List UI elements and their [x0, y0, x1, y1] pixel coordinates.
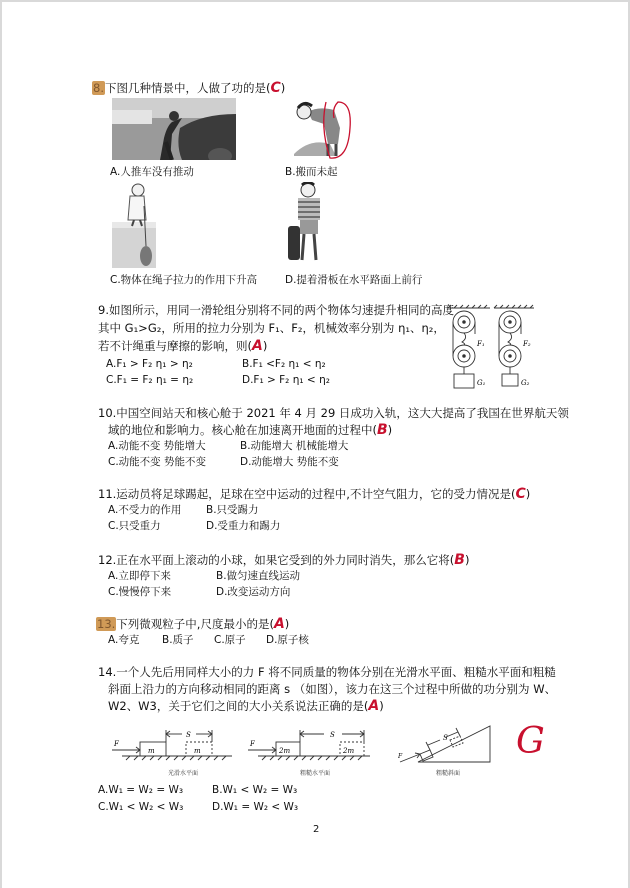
q14-option-a: A.W₁ = W₂ = W₃	[98, 784, 184, 796]
handwritten-answer: A	[368, 698, 380, 714]
lifting-figure-drawing	[290, 98, 356, 160]
svg-text:F₂: F₂	[523, 340, 531, 348]
q10-option-b: B.动能增大 机械能增大	[240, 440, 349, 452]
q9-option-a: A.F₁ > F₂ η₁ > η₂	[106, 358, 193, 370]
question-9-line-2: 其中 G₁>G₂，所用的拉力分别为 F₁、F₂，机械效率分别为 η₁、η₂，	[98, 321, 445, 335]
q9-option-c: C.F₁ = F₂ η₁ = η₂	[106, 374, 194, 386]
handwritten-answer: B	[454, 552, 465, 568]
question-12-stem: 12.正在水平面上滚动的小球，如果它受到的外力同时消失，那么它将(B)	[98, 552, 470, 568]
caption-smooth-surface: 光滑水平面	[168, 770, 199, 777]
question-14-line-1: 14.一个人先后用同样大小的力 F 将不同质量的物体分别在光滑水平面、粗糙水平面和粗糙	[98, 665, 556, 679]
q13-option-c: C.原子	[214, 634, 246, 646]
q14-option-b: B.W₁ < W₂ = W₃	[212, 784, 298, 796]
svg-text:G₂: G₂	[521, 379, 530, 387]
q8-option-a: A.人推车没有推动	[110, 166, 194, 178]
q8-option-b: B.搬而未起	[285, 166, 338, 178]
q11-option-c: C.只受重力	[108, 520, 161, 532]
q8-option-c: C.物体在绳子拉力的作用下升高	[110, 274, 258, 286]
svg-text:m: m	[148, 747, 155, 755]
q11-option-a: A.不受力的作用	[108, 504, 182, 516]
q10-option-a: A.动能不变 势能增大	[108, 440, 206, 452]
rough-surface-diagram	[248, 728, 372, 770]
q10-option-c: C.动能不变 势能不变	[108, 456, 207, 468]
q11-option-b: B.只受踢力	[206, 504, 259, 516]
document-page	[2, 2, 628, 888]
svg-text:G₁: G₁	[477, 379, 486, 387]
q12-option-d: D.改变运动方向	[216, 586, 291, 598]
q12-option-b: B.做匀速直线运动	[216, 570, 301, 582]
question-11-stem: 11.运动员将足球踢起，足球在空中运动的过程中,不计空气阻力，它的受力情况是(C)	[98, 486, 531, 502]
handwritten-answer: A	[252, 338, 263, 354]
q9-option-b: B.F₁ <F₂ η₁ < η₂	[242, 358, 326, 370]
pulley-system-diagram	[444, 304, 536, 390]
handwritten-answer: C	[515, 486, 526, 502]
question-9-line-1: 9.如图所示，用同一滑轮组分别将不同的两个物体匀速提升相同的高度	[98, 303, 454, 317]
question-14-line-3: W2、W3，关于它们之间的大小关系说法正确的是(A)	[108, 698, 384, 714]
rope-lifting-drawing	[112, 182, 156, 268]
svg-text:F: F	[114, 740, 119, 748]
question-10-line-1: 10.中国空间站天和核心舱于 2021 年 4 月 29 日成功入轨，这大大提高了我国在世界航天领	[98, 406, 569, 420]
svg-text:m: m	[194, 747, 201, 755]
svg-text:F: F	[398, 753, 403, 760]
svg-text:F: F	[250, 740, 255, 748]
rough-incline-diagram	[398, 710, 502, 766]
q10-option-d: D.动能增大 势能不变	[240, 456, 339, 468]
q13-option-d: D.原子核	[266, 634, 309, 646]
q13-option-a: A.夸克	[108, 634, 140, 646]
page-number: 2	[313, 824, 320, 835]
svg-text:2m: 2m	[343, 747, 355, 755]
svg-text:S: S	[186, 731, 191, 739]
q12-option-c: C.慢慢停下来	[108, 586, 172, 598]
handwritten-answer: A	[273, 616, 285, 632]
handwritten-answer: C	[270, 80, 281, 96]
question-number-highlight: 8.	[93, 81, 104, 95]
question-13-stem: 13.下列微观粒子中,尺度最小的是(A)	[97, 616, 290, 632]
svg-text:2m: 2m	[279, 747, 291, 755]
caption-rough-incline: 粗糙斜面	[436, 770, 461, 777]
q9-option-d: D.F₁ > F₂ η₁ < η₂	[242, 374, 330, 386]
q14-option-c: C.W₁ < W₂ < W₃	[98, 801, 184, 813]
svg-text:S: S	[330, 731, 335, 739]
question-9-line-3: 若不计绳重与摩擦的影响，则(A)	[98, 338, 268, 354]
handwritten-answer: B	[376, 422, 388, 438]
boy-carrying-board-drawing	[286, 182, 330, 270]
question-8-stem: 8.下图几种情景中，人做了功的是(C)	[93, 80, 286, 96]
smooth-surface-diagram	[112, 728, 242, 770]
q8-option-d: D.提着滑板在水平路面上前行	[285, 274, 423, 286]
question-10-line-2: 域的地位和影响力。核心舱在加速离开地面的过程中(B)	[108, 422, 393, 438]
caption-rough-surface: 粗糙水平面	[300, 770, 331, 777]
svg-text:F₁: F₁	[477, 340, 485, 348]
svg-text:S: S	[443, 734, 448, 742]
question-14-line-2: 斜面上沿力的方向移动相同的距离 s （如图），该力在这三个过程中所做的功分别为 W、	[108, 682, 557, 696]
q11-option-d: D.受重力和踢力	[206, 520, 281, 532]
q12-option-a: A.立即停下来	[108, 570, 171, 582]
q14-option-d: D.W₁ = W₂ < W₃	[212, 801, 299, 813]
pushing-car-photo	[112, 98, 236, 160]
question-number-highlight: 13.	[97, 617, 116, 631]
q13-option-b: B.质子	[162, 634, 194, 646]
handwritten-margin-note: G	[516, 721, 545, 762]
